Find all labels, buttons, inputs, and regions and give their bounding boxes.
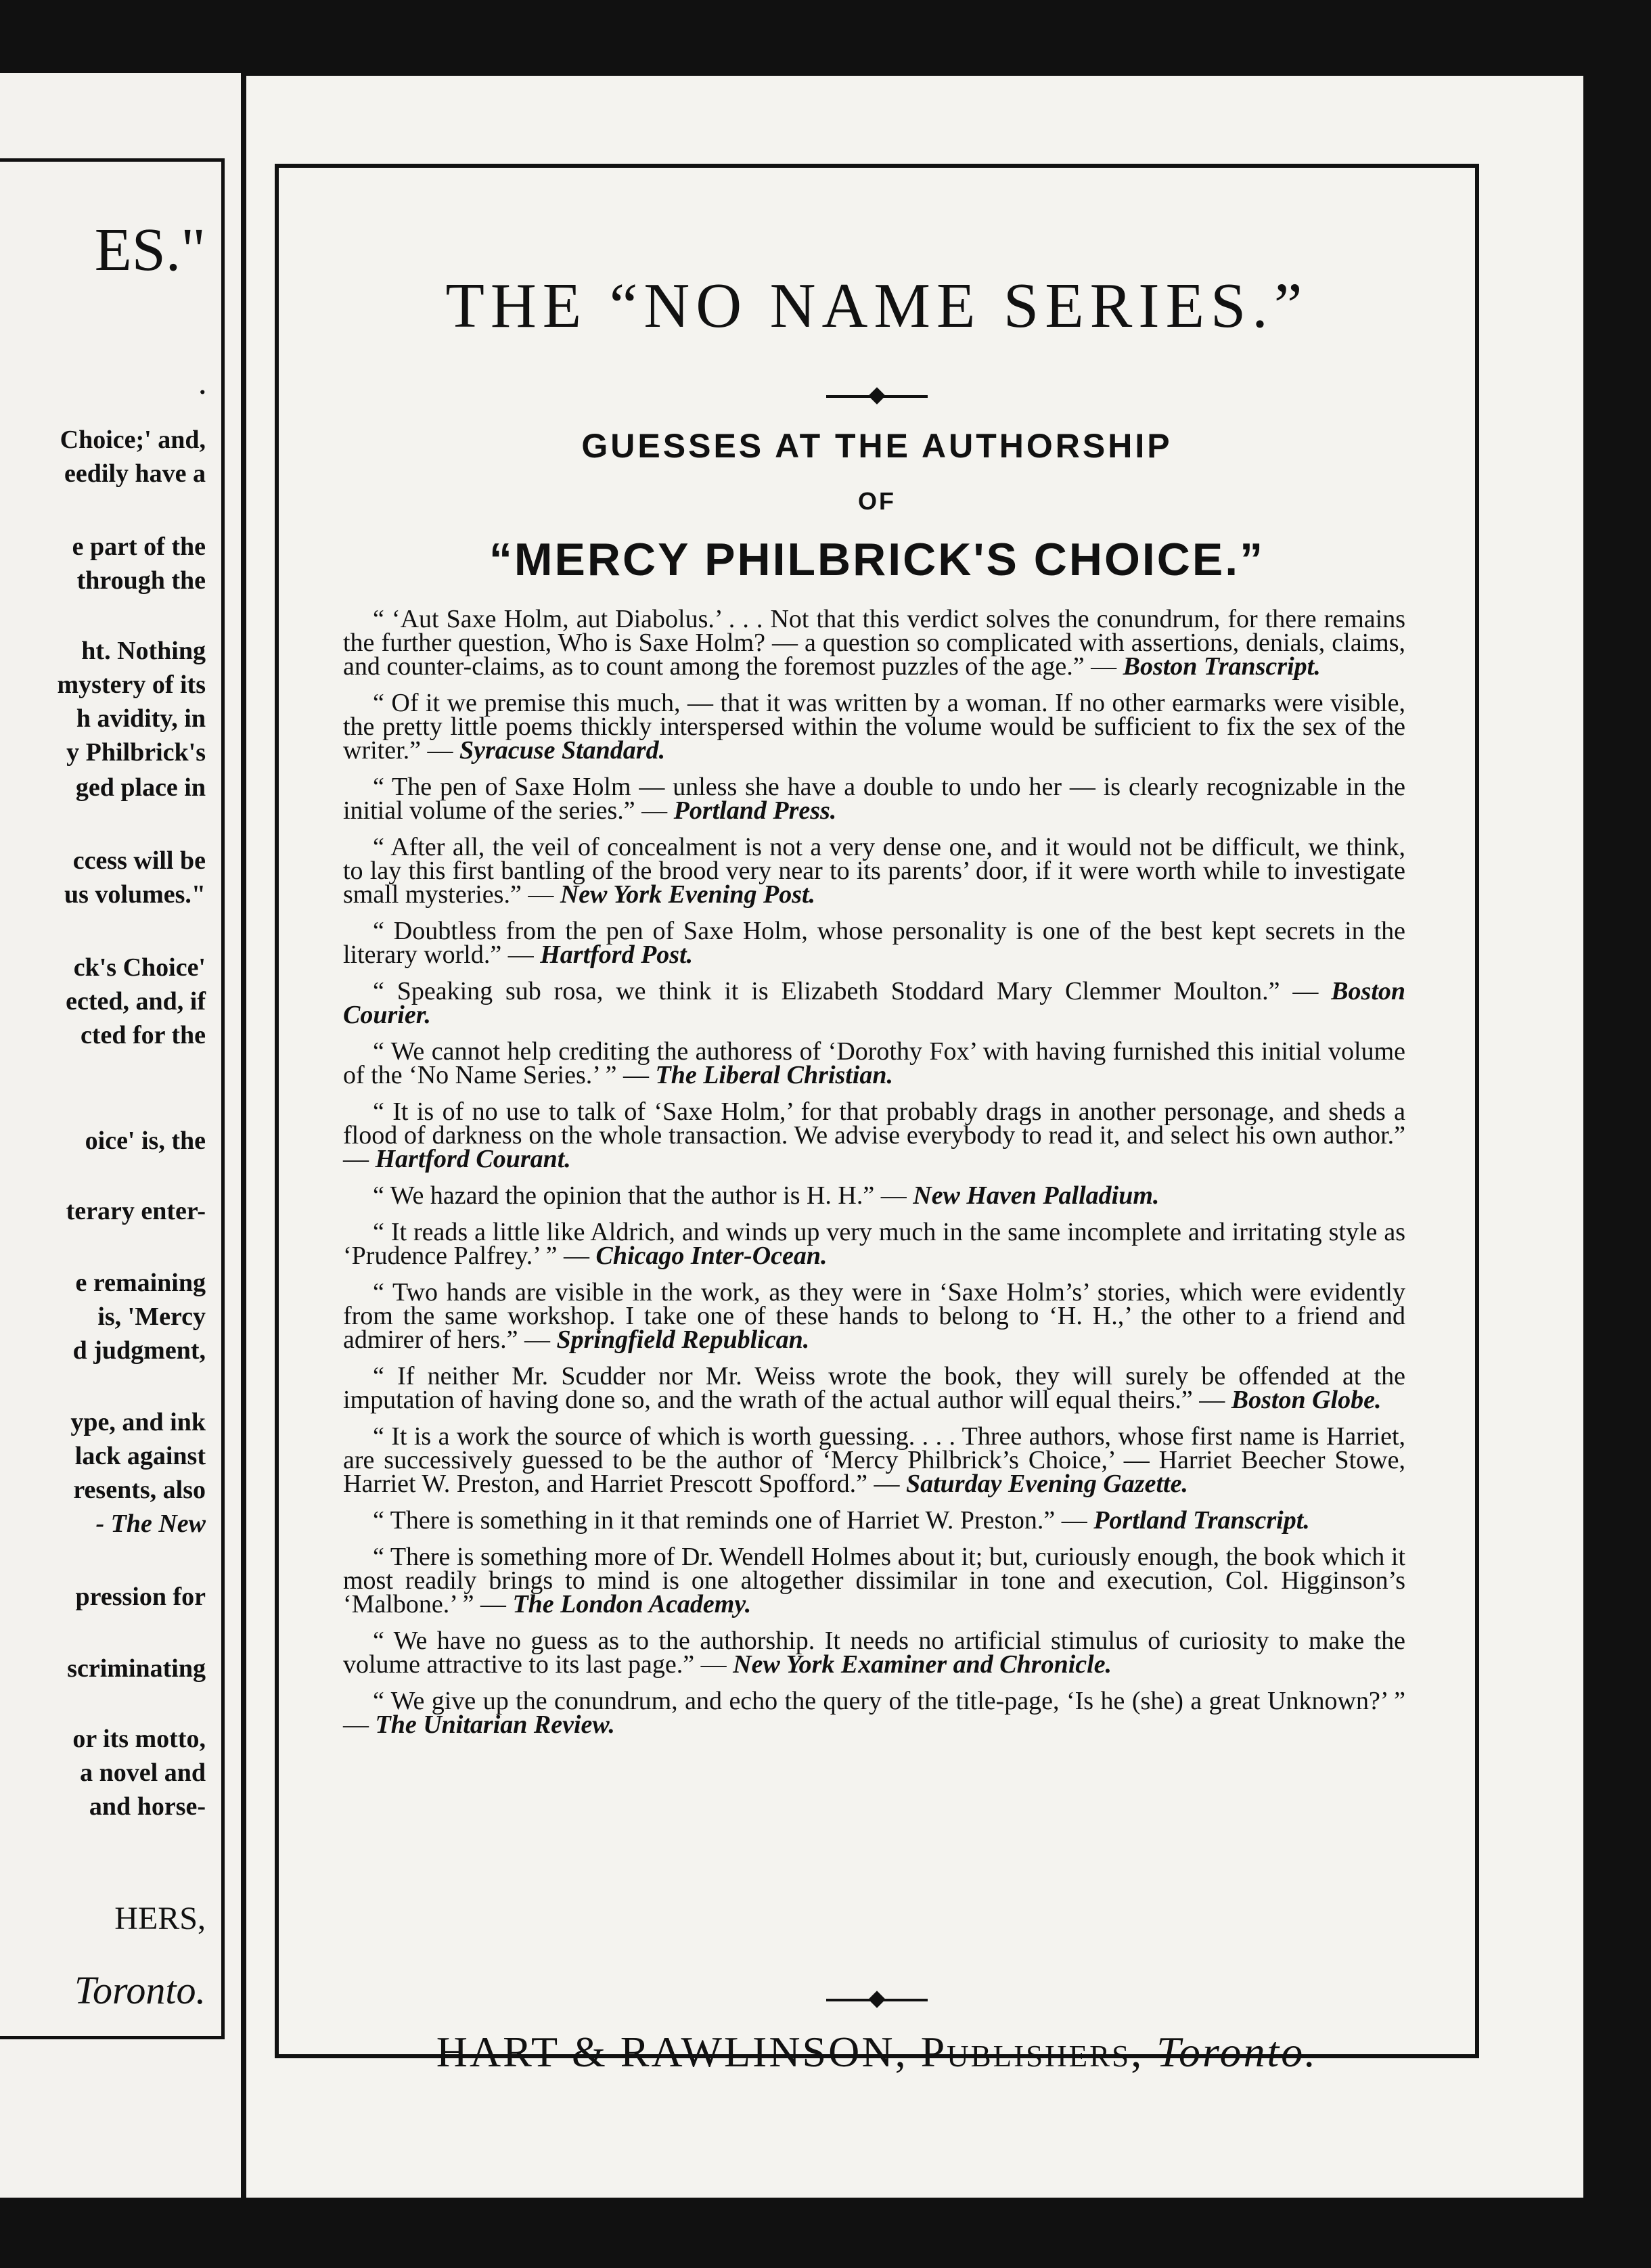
quote-source: Saturday Evening Gazette. bbox=[905, 1470, 1188, 1498]
quote-source: New York Evening Post. bbox=[560, 880, 816, 909]
press-quote: “ Of it we premise this much, — that it was written by a woman. If no other earmarks were visible, the pretty little poems thickly interspersed within the volume would be sufficient to fix the sex of the writer.” — Syracuse Standard. bbox=[343, 689, 1405, 765]
press-quote: “ ‘Aut Saxe Holm, aut Diabolus.’ . . . Not that this verdict solves the conundrum, for there remains the further question, Who is Saxe Holm? — a question so complicated with assertions, denials, claims, and counter-claims, as to count among the foremost puzzles of the age.” — Boston Transcript. bbox=[343, 605, 1405, 681]
facing-page-line: terary enter- bbox=[66, 1197, 206, 1225]
quote-source: Boston Globe. bbox=[1231, 1386, 1382, 1414]
press-quote: “ We cannot help crediting the authoress of ‘Dorothy Fox’ with having furnished this initial volume of the ‘No Name Series.’ ” — The Liberal Christian. bbox=[343, 1037, 1405, 1089]
facing-page-line: cted for the bbox=[80, 1021, 206, 1049]
facing-page-line: Toronto. bbox=[74, 1968, 206, 2012]
quote-source: Hartford Courant. bbox=[375, 1145, 571, 1173]
quote-source: Boston Courier. bbox=[343, 977, 1406, 1029]
press-quote: “ It is a work the source of which is worth guessing. . . . Three authors, whose first name is Harriet, are successively guessed to be the author of ‘Mercy Philbrick’s Choice,’ — Harriet Beecher Stowe, Harriet W. Preston, and Harriet Prescott Spofford.” — Saturday Evening Gazette. bbox=[343, 1422, 1405, 1498]
facing-page-line: pression for bbox=[75, 1583, 206, 1611]
press-quote: “ The pen of Saxe Holm — unless she have a double to undo her — is clearly recognizable in the initial volume of the series.” — Portland Press. bbox=[343, 773, 1405, 825]
facing-page-line: ES." bbox=[94, 217, 206, 284]
facing-page-line: and horse- bbox=[89, 1792, 206, 1821]
press-quote: “ There is something more of Dr. Wendell Holmes about it; but, curiously enough, the book which it most readily brings to mind is one altogether dissimilar in tone and execution, Col. Higginson’s ‘Malbone.’ ” — The London Academy. bbox=[343, 1543, 1405, 1618]
press-quotes bbox=[343, 605, 1406, 1750]
press-quote: “ Two hands are visible in the work, as they were in ‘Saxe Holm’s’ stories, which were evidently from the same workshop. I take one of these hands to belong to ‘H. H.,’ the other to a friend and admirer of hers.” — Springfield Republican. bbox=[343, 1278, 1405, 1354]
facing-page-line: HERS, bbox=[114, 1901, 206, 1936]
ornament-rule-bottom bbox=[826, 1999, 928, 2001]
press-quote: “ It reads a little like Aldrich, and winds up very much in the same incomplete and irritating style as ‘Prudence Palfrey.’ ” — Chicago Inter-Ocean. bbox=[343, 1218, 1405, 1270]
facing-page-line: Choice;' and, bbox=[60, 426, 206, 454]
facing-page-line: is, 'Mercy bbox=[97, 1302, 206, 1331]
facing-page-line: ccess will be bbox=[72, 846, 206, 875]
facing-page-line: ected, and, if bbox=[66, 987, 206, 1016]
quote-source: Chicago Inter-Ocean. bbox=[595, 1242, 828, 1270]
facing-page-line: . bbox=[199, 371, 206, 400]
facing-page-line: - The New bbox=[95, 1510, 206, 1538]
advertisement-page bbox=[246, 76, 1583, 2198]
quote-source: New Haven Palladium. bbox=[913, 1181, 1160, 1210]
quote-source: The London Academy. bbox=[512, 1590, 752, 1618]
series-title: THE “NO NAME SERIES.” bbox=[445, 271, 1309, 341]
quote-source: Springfield Republican. bbox=[556, 1325, 810, 1354]
quote-source: Portland Press. bbox=[673, 796, 837, 825]
facing-page-line: ht. Nothing bbox=[81, 637, 206, 665]
publisher-imprint bbox=[279, 2027, 1475, 2077]
facing-page-line: ck's Choice' bbox=[73, 953, 206, 982]
press-quote: “ After all, the veil of concealment is not a very dense one, and it would not be difficult, we think, to lay this first bantling of the brood very near to its parents’ door, if it were worth while to investigate small mysteries.” — New York Evening Post. bbox=[343, 833, 1405, 909]
facing-page-line: a novel and bbox=[80, 1759, 206, 1787]
press-quote: “ Doubtless from the pen of Saxe Holm, whose personality is one of the best kept secrets in the literary world.” — Hartford Post. bbox=[343, 917, 1405, 969]
ornament-rule-top bbox=[826, 395, 928, 398]
facing-page-line: e remaining bbox=[75, 1269, 206, 1297]
publisher-role: Publishers, bbox=[920, 2028, 1144, 2076]
press-quote: “ Speaking sub rosa, we think it is Elizabeth Stoddard Mary Clemmer Moulton.” — Boston Courier. bbox=[343, 977, 1406, 1029]
quote-source: Syracuse Standard. bbox=[459, 736, 666, 765]
facing-page-line: or its motto, bbox=[72, 1725, 206, 1753]
subtitle: GUESSES AT THE AUTHORSHIP bbox=[581, 427, 1173, 465]
facing-page-line: ype, and ink bbox=[70, 1408, 206, 1436]
facing-page-line: scriminating bbox=[67, 1654, 206, 1683]
quote-source: Boston Transcript. bbox=[1123, 652, 1321, 681]
facing-page-line: e part of the bbox=[72, 532, 206, 561]
publisher-city: Toronto. bbox=[1156, 2028, 1318, 2076]
facing-page-line: eedily have a bbox=[64, 459, 206, 488]
quote-source: Portland Transcript. bbox=[1093, 1506, 1310, 1535]
facing-page-line: through the bbox=[76, 566, 206, 595]
quote-source: The Unitarian Review. bbox=[375, 1710, 615, 1739]
facing-page-left bbox=[0, 73, 241, 2198]
press-quote: “ We hazard the opinion that the author is H. H.” — New Haven Palladium. bbox=[373, 1181, 1160, 1210]
subtitle-of: OF bbox=[858, 487, 896, 515]
quote-source: New York Examiner and Chronicle. bbox=[733, 1650, 1112, 1679]
press-quote: “ If neither Mr. Scudder nor Mr. Weiss wrote the book, they will surely be offended at the imputation of having done so, and the wrath of the actual author will equal theirs.” — Boston Globe. bbox=[343, 1362, 1405, 1414]
publisher-name: HART & RAWLINSON, bbox=[436, 2028, 908, 2076]
quote-source: Hartford Post. bbox=[540, 940, 694, 969]
facing-page-line: h avidity, in bbox=[76, 704, 206, 733]
press-quote: “ There is something in it that reminds one of Harriet W. Preston.” — Portland Transcript. bbox=[373, 1506, 1310, 1535]
book-title: “MERCY PHILBRICK'S CHOICE.” bbox=[489, 534, 1265, 585]
facing-page-line: lack against bbox=[74, 1442, 206, 1470]
facing-page-line: ged place in bbox=[75, 773, 206, 802]
facing-page-line: y Philbrick's bbox=[66, 738, 206, 767]
facing-page-line: oice' is, the bbox=[85, 1127, 206, 1155]
press-quote: “ We give up the conundrum, and echo the query of the title-page, ‘Is he (she) a great Unknown?’ ” — The Unitarian Review. bbox=[343, 1687, 1405, 1739]
quote-source: The Liberal Christian. bbox=[655, 1061, 894, 1089]
facing-page-line: us volumes." bbox=[64, 880, 206, 909]
facing-page-line: resents, also bbox=[73, 1476, 206, 1504]
facing-page-line: d judgment, bbox=[72, 1336, 206, 1365]
press-quote: “ It is of no use to talk of ‘Saxe Holm,’ for that probably drags in another personage, and sheds a flood of darkness on the whole transaction. We advise everybody to read it, and select his own author.” — Hartford Courant. bbox=[343, 1097, 1405, 1173]
facing-page-line: mystery of its bbox=[57, 671, 206, 699]
press-quote: “ We have no guess as to the authorship. It needs no artificial stimulus of curiosity to make the volume attractive to its last page.” — New York Examiner and Chronicle. bbox=[343, 1627, 1405, 1679]
page-border bbox=[275, 164, 1479, 2076]
